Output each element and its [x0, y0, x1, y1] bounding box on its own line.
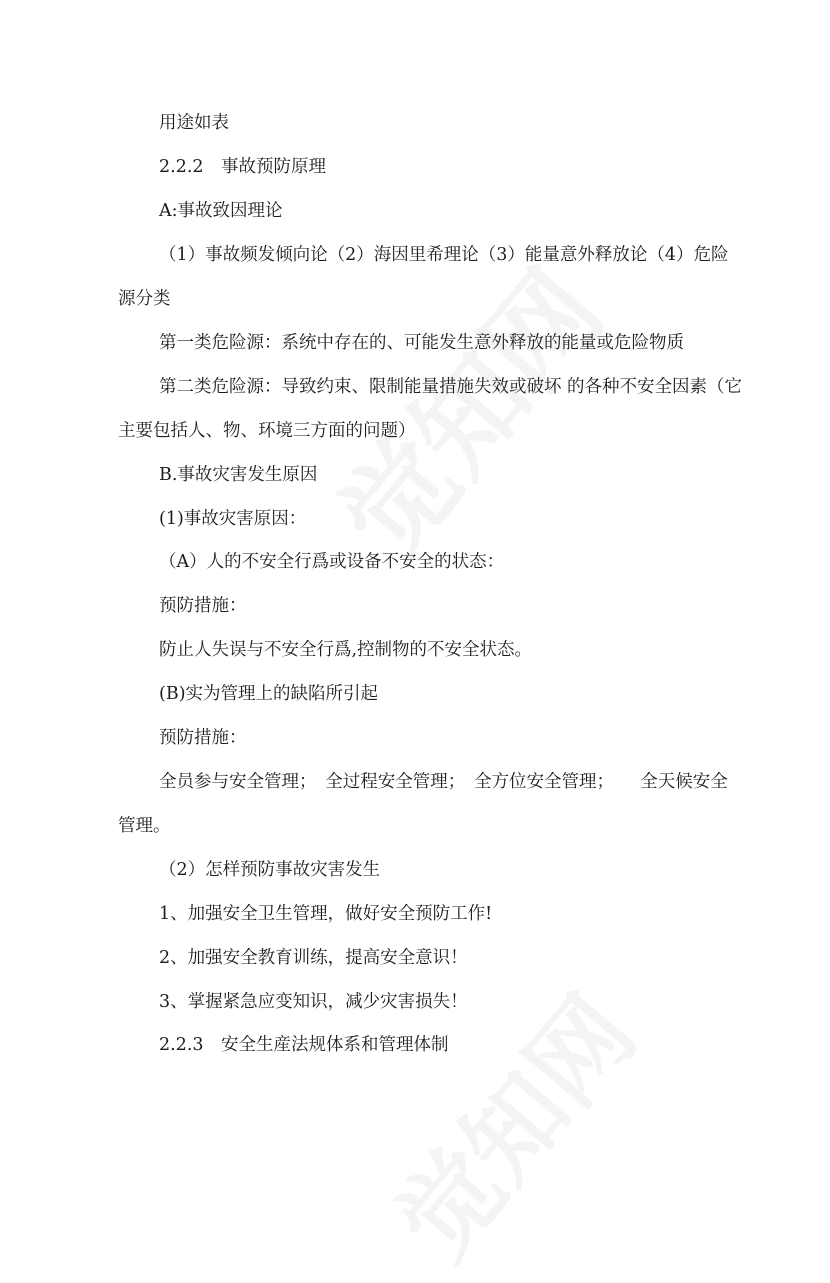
text-line-prevention-1: 防止人失误与不安全行爲,控制物的不安全状态。: [159, 640, 533, 660]
subheading-b: B.事故灾害发生原因: [159, 465, 318, 485]
section-heading-2-2-2: 2.2.2 事故预防原理: [159, 157, 327, 177]
text-line-cause-1: (1)事故灾害原因：: [159, 509, 307, 529]
watermark-upper: [298, 232, 631, 586]
text-line-second-hazard: 第二类危险源：导致约束、限制能量措施失效或破坏 的各种不安全因素（它: [159, 377, 743, 397]
section-heading-2-2-3: 2.2.3 安全生産法规体系和管理体制: [159, 1035, 449, 1055]
text-line-first-hazard: 第一类危险源：系统中存在的、可能发生意外释放的能量或危险物质: [159, 333, 684, 353]
text-line-how-to-prevent: （2）怎样预防事故灾害发生: [159, 860, 381, 880]
text-line-prevention-2: 全员参与安全管理； 全过程安全管理； 全方位安全管理； 全天候安全: [159, 772, 728, 792]
list-item-2: 2、加强安全教育训练，提高安全意识！: [159, 948, 468, 968]
text-line-cause-a: （A）人的不安全行爲或设备不安全的状态：: [159, 552, 505, 572]
text-line-theories: （1）事故频发倾向论（2）海因里希理论（3）能量意外释放论（4）危险: [159, 245, 729, 265]
text-line-cause-b: (B)实为管理上的缺陷所引起: [159, 684, 379, 704]
text-line-prevention-2-cont: 管理。: [118, 816, 171, 836]
list-item-1: 1、加强安全卫生管理，做好安全预防工作!: [159, 904, 493, 924]
subheading-a: A:事故致因理论: [159, 201, 283, 221]
text-line-1: 用途如表: [159, 113, 229, 133]
list-item-3: 3、掌握紧急应变知识，减少灾害损失！: [159, 992, 468, 1012]
text-line-prevention-label-2: 预防措施：: [159, 728, 247, 748]
text-line-theories-cont: 源分类: [118, 289, 171, 309]
text-line-prevention-label-1: 预防措施：: [159, 596, 247, 616]
text-line-second-hazard-cont: 主要包括人、物、环境三方面的问题）: [118, 421, 416, 441]
